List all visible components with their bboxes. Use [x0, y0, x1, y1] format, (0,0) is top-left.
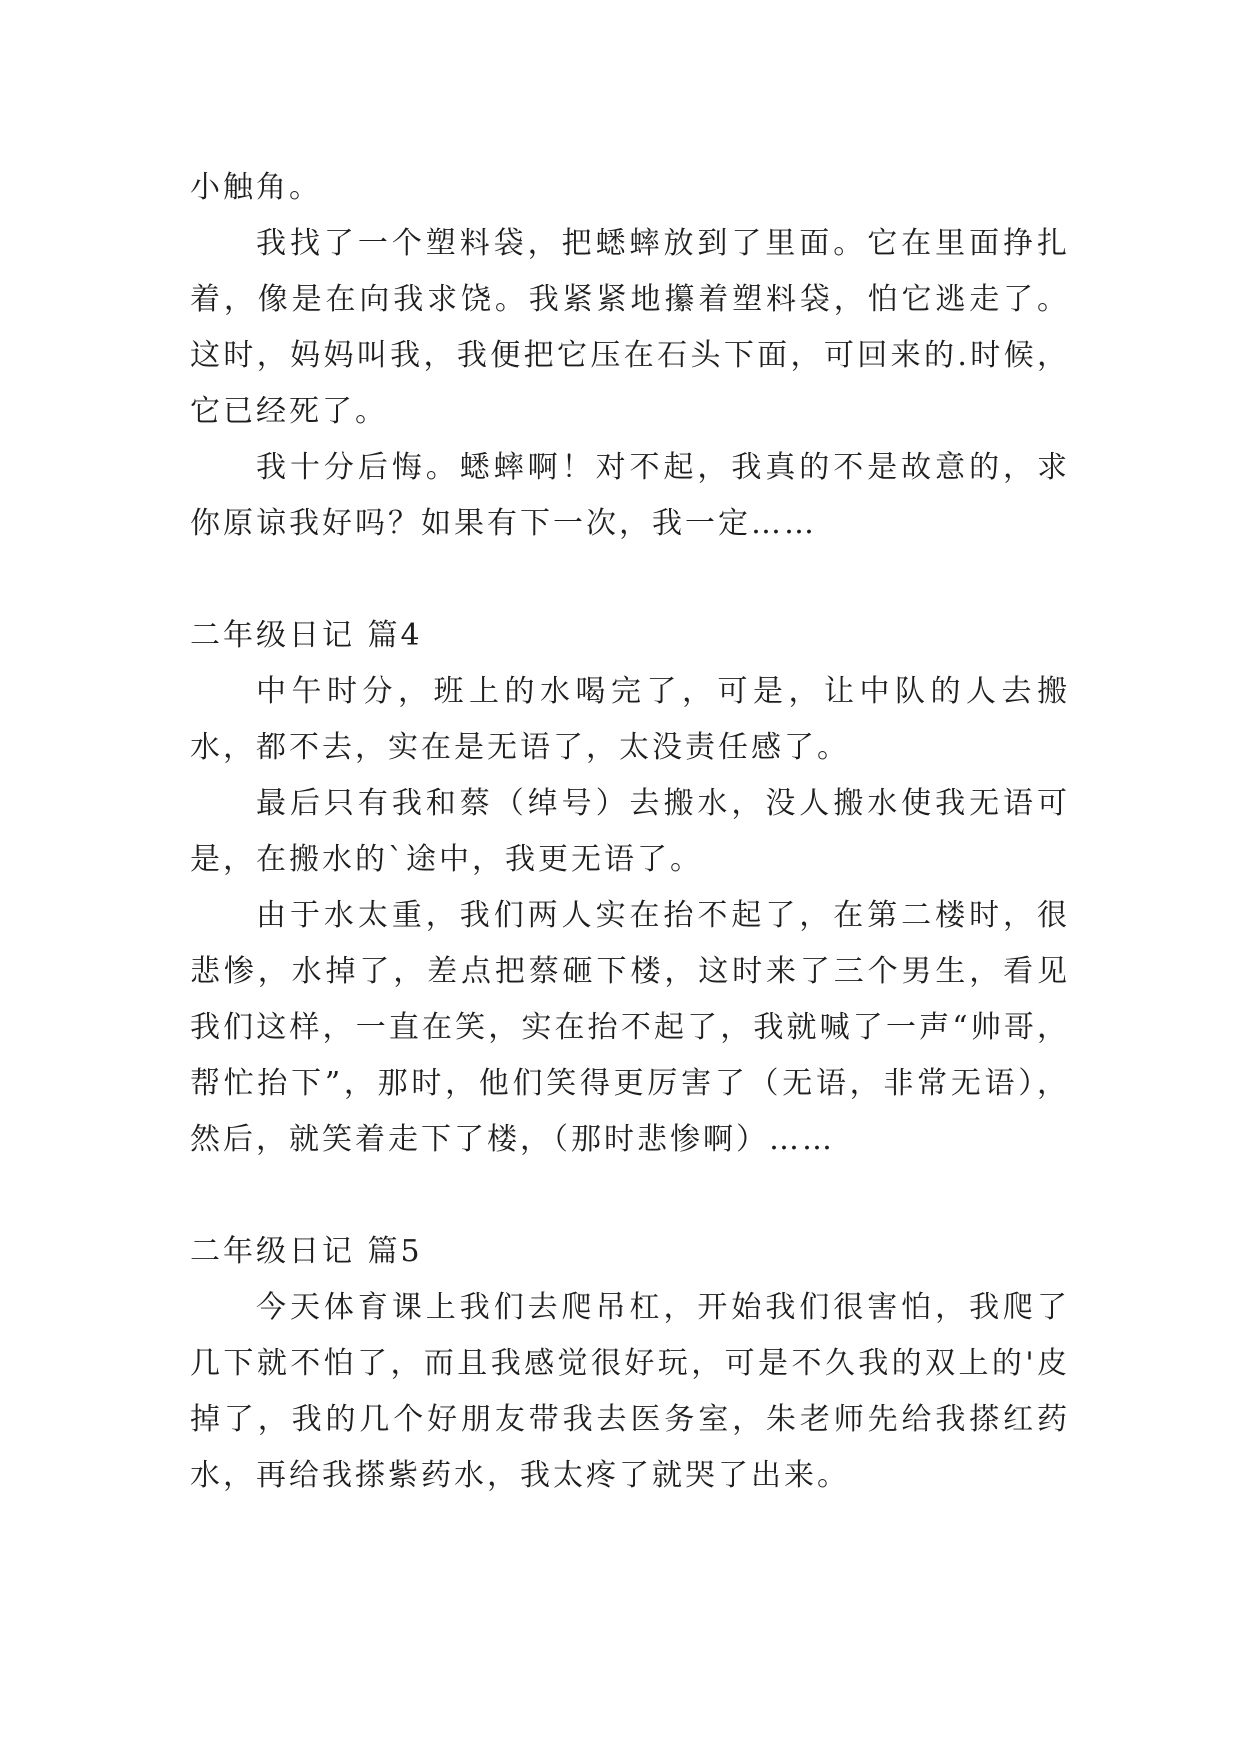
section-5-paragraph-1: 今天体育课上我们去爬吊杠，开始我们很害怕，我爬了几下就不怕了，而且我感觉很好玩，可是不久我的双上的'皮掉了，我的几个好朋友带我去医务室，朱老师先给我搽红药水，再给我搽紫药水，我太疼了就哭了出来。: [190, 1290, 1070, 1493]
section-4-title: 二年级日记 篇4: [190, 618, 423, 653]
intro-paragraph-2: 我找了一个塑料袋，把蟋蟀放到了里面。它在里面挣扎着，像是在向我求饶。我紧紧地攥着塑料袋，怕它逃走了。这时，妈妈叫我，我便把它压在石头下面，可回来的.时候，它已经死了。: [190, 226, 1070, 429]
section-4-paragraph-1: 中午时分，班上的水喝完了，可是，让中队的人去搬水，都不去，实在是无语了，太没责任感了。: [190, 674, 1070, 765]
section-4-paragraph-2: 最后只有我和蔡（绰号）去搬水，没人搬水使我无语可是，在搬水的`途中，我更无语了。: [190, 786, 1070, 877]
section-5-title: 二年级日记 篇5: [190, 1234, 423, 1269]
intro-paragraph-1: 小触角。: [190, 170, 322, 205]
diary-section-5: [190, 1224, 1070, 1504]
document-body: [190, 160, 1070, 1504]
diary-section-4: [190, 608, 1070, 1168]
intro-section: [190, 160, 1070, 552]
intro-paragraph-3: 我十分后悔。蟋蟀啊！对不起，我真的不是故意的，求你原谅我好吗？如果有下一次，我一定……: [190, 450, 1070, 541]
section-4-paragraph-3: 由于水太重，我们两人实在抬不起了，在第二楼时，很悲惨，水掉了，差点把蔡砸下楼，这时来了三个男生，看见我们这样，一直在笑，实在抬不起了，我就喊了一声“帅哥，帮忙抬下”，那时，他们笑得更厉害了（无语，非常无语），然后，就笑着走下了楼，（那时悲惨啊）……: [190, 898, 1070, 1157]
